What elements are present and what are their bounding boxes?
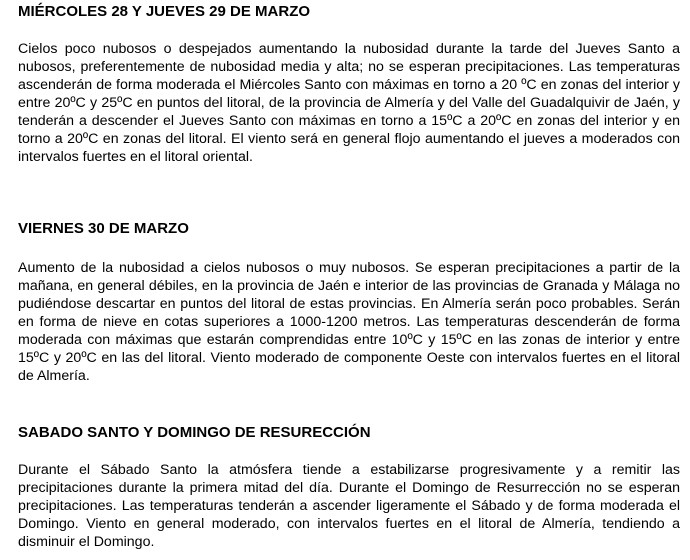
section-paragraph: Aumento de la nubosidad a cielos nubosos o muy nubosos. Se esperan precipitaciones a partir de la mañana, en general débiles, en la provincia de Jaén e interior de las provincias de Granada y Málaga no pudiéndose descartar en puntos del litoral de estas provincias. En Almería serán poco probables. Serán en forma de nieve en cotas superiores a 1000-1200 metros. Las temperaturas descenderán de forma moderada con máximas que estarán comprendidas entre 10ºC y 15ºC en las zonas de interior y entre 15ºC y 20ºC en las del litoral. Viento moderado de componente Oeste con intervalos fuertes en el litoral de Almería. [18,260,680,384]
section-heading: VIERNES 30 DE MARZO [18,220,189,237]
section-heading: MIÉRCOLES 28 Y JUEVES 29 DE MARZO [18,3,311,20]
section-paragraph: Cielos poco nubosos o despejados aumentando la nubosidad durante la tarde del Jueves Santo a nubosos, preferentemente de nubosidad media y alta; no se esperan precipitaciones. Las temperaturas ascenderán de forma moderada el Miércoles Santo con máximas en torno a 20 ºC en zonas del interior y entre 20ºC y 25ºC en puntos del litoral, de la provincia de Almería y del Valle del Guadalquivir de Jaén, y tenderán a descender el Jueves Santo con máximas en torno a 15ºC a 20ºC en zonas del interior y en torno a 20ºC en zonas del litoral. El viento será en general flojo aumentando el jueves a moderados con intervalos fuertes en el litoral oriental. [18,41,680,165]
section-heading: SABADO SANTO Y DOMINGO DE RESURECCIÓN [18,424,371,441]
section-paragraph: Durante el Sábado Santo la atmósfera tiende a estabilizarse progresivamente y a remitir las precipitaciones durante la primera mitad del día. Durante el Domingo de Resurrección no se esperan precipitaciones. Las temperaturas tenderán a ascender ligeramente el Sábado y de forma moderada el Domingo. Viento en general moderado, con intervalos fuertes en el litoral de Almería, tendiendo a disminuir el Domingo. [18,462,680,550]
